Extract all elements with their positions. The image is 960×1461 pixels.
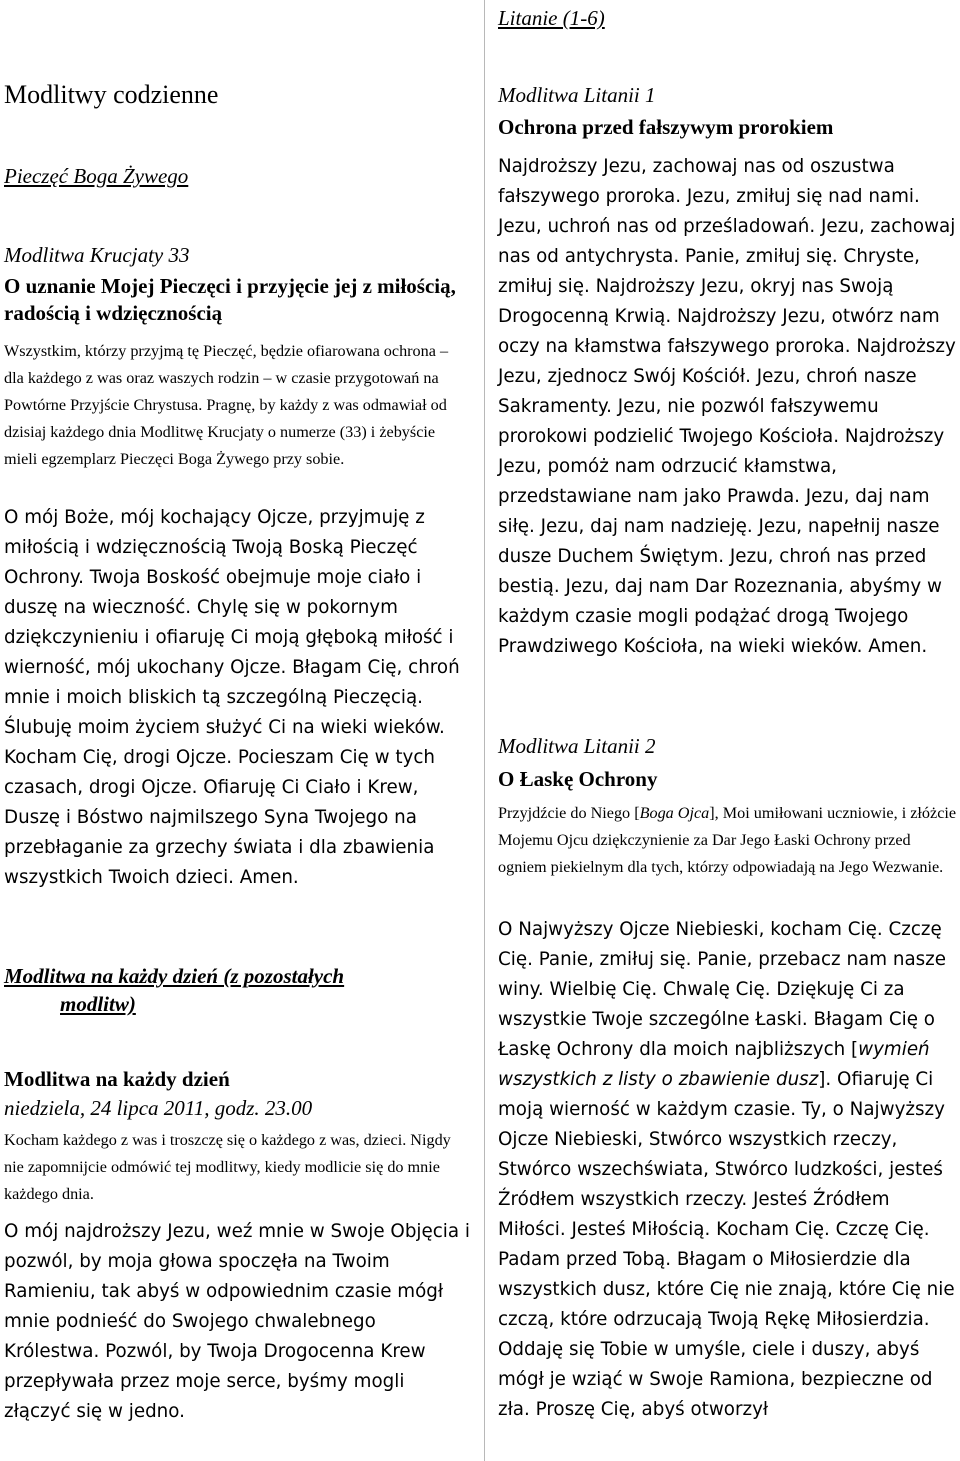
- daily-prayer-title: Modlitwa na każdy dzień: [4, 1067, 230, 1091]
- litany2-intro-em: Boga Ojca: [639, 804, 710, 822]
- litany2-prayer-b: ]. Ofiaruję Ci moją wierność w każdym czasie. Ty, o Najwyższy Ojcze Niebieski, Stwórco wszystkich rzeczy, Stwórco wszechświata, Stwórco ludzkości, jesteś Źródłem wszystkich rzeczy. Jesteś Źródłem Miłości. Jesteś Miłością. Kocham Cię. Czczę Cię. Padam przed Tobą. Błagam o Miłosierdzie dla wszystkich dusz, które Cię nie znają, które Cię nie czczą, które odrzucają Twoją Rękę Miłosierdzia. Oddaję się Tobie w umyśle, ciele i duszy, abyś mógł je wziąć w Swoje Ramiona, bezpieczne od zła. Proszę Cię, abyś otworzył: [498, 1069, 955, 1420]
- crusade-title: O uznanie Mojej Pieczęci i przyjęcie jej z miłością, radością i wdzięcznością: [4, 274, 456, 325]
- litany2-intro-b: ], Moi umiłowani uczniowie, i złóżcie Mojemu Ojcu dziękczynienie za Dar Jego Łaski Ochrony przed ogniem piekielnym dla tych, którzy odpowiadają na Jego Wezwanie.: [498, 804, 957, 876]
- litany2-prayer-a: O Najwyższy Ojcze Niebieski, kocham Cię. Czczę Cię. Panie, zmiłuj się. Panie, przebacz nam nasze winy. Wielbię Cię. Chwalę Cię. Dziękuję Ci za wszystkie Twoje szczególne Łaski. Błagam Cię o Łaskę Ochrony dla moich najbliższych [: [498, 919, 947, 1060]
- litanies-header-link[interactable]: Litanie (1-6): [498, 6, 605, 30]
- litany1-subtitle: Modlitwa Litanii 1: [498, 83, 656, 107]
- column-divider: [484, 0, 485, 1461]
- page-heading: Modlitwy codzienne: [4, 80, 219, 109]
- litany2-prayer-em: wymień wszystkich z listy o zbawienie dusz: [498, 1039, 930, 1090]
- litany2-prayer: [498, 915, 960, 1425]
- daily-prayer-link-line2: modlitw): [60, 992, 136, 1016]
- daily-prayer-link[interactable]: [4, 962, 470, 1018]
- litany2-intro: [498, 800, 960, 881]
- litany2-subtitle: Modlitwa Litanii 2: [498, 734, 656, 758]
- daily-prayer-date: niedziela, 24 lipca 2011, godz. 23.00: [4, 1096, 313, 1120]
- crusade-subtitle: Modlitwa Krucjaty 33: [4, 243, 190, 267]
- daily-prayer-link-line1: Modlitwa na każdy dzień (z pozostałych: [4, 964, 345, 988]
- crusade-intro: Wszystkim, którzy przyjmą tę Pieczęć, będzie ofiarowana ochrona – dla każdego z was oraz waszych rodzin – w czasie przygotowań na Powtórne Przyjście Chrystusa. Pragnę, by każdy z was odmawiał od dzisiaj każdego dnia Modlitwę Krucjaty o numerze (33) i żebyście mieli egzemplarz Pieczęci Boga Żywego przy sobie.: [4, 342, 449, 468]
- litany1-prayer: Najdroższy Jezu, zachowaj nas od oszustwa fałszywego proroka. Jezu, zmiłuj się nad nami. Jezu, uchroń nas od prześladowań. Jezu, zachowaj nas od antychrysta. Panie, zmiłuj się. Chryste, zmiłuj się. Najdroższy Jezu, okryj nas Swoją Drogocenną Krwią. Najdroższy Jezu, otwórz nam oczy na kłamstwa fałszywego proroka. Najdroższy Jezu, zjednocz Swój Kościół. Jezu, chroń nasze Sakramenty. Jezu, nie pozwól fałszywemu prorokowi podzielić Twojego Kościoła. Najdroższy Jezu, pomóż nam odrzucić kłamstwa, przedstawiane nam jako Prawda. Jezu, daj nam siłę. Jezu, daj nam nadzieję. Jezu, napełnij nasze dusze Duchem Świętym. Jezu, chroń nas przed bestią. Jezu, daj nam Dar Rozeznania, abyśmy w każdym czasie mogli podążać drogą Twojego Prawdziwego Kościoła, na wieki wieków. Amen.: [498, 156, 956, 657]
- litany1-title: Ochrona przed fałszywym prorokiem: [498, 115, 834, 139]
- crusade-prayer: O mój Boże, mój kochający Ojcze, przyjmuję z miłością i wdzięcznością Twoją Boską Pieczęć Ochrony. Twoja Boskość obejmuje moje ciało i duszę na wieczność. Chylę się w pokornym dziękczynieniu i ofiaruję Ci moją głęboką miłość i wierność, mój ukochany Ojcze. Błagam Cię, chroń mnie i moich bliskich tą szczególną Pieczęcią. Ślubuję moim życiem służyć Ci na wieki wieków. Kocham Cię, drogi Ojcze. Pocieszam Cię w tych czasach, drogi Ojcze. Ofiaruję Ci Ciało i Krew, Duszę i Bóstwo najmilszego Syna Twojego na przebłaganie za grzechy świata i dla zbawienia wszystkich Twoich dzieci. Amen.: [4, 507, 460, 888]
- litany2-intro-a: Przyjdźcie do Niego [: [498, 804, 640, 822]
- daily-prayer-text: O mój najdroższy Jezu, weź mnie w Swoje Objęcia i pozwól, by moja głowa spoczęła na Twoim Ramieniu, tak abyś w odpowiednim czasie mógł mnie podnieść do Swojego chwalebnego Królestwa. Pozwól, by Twoja Drogocenna Krew przepływała przez moje serce, byśmy mogli złączyć się w jedno.: [4, 1221, 470, 1422]
- seal-link[interactable]: Pieczęć Boga Żywego: [4, 164, 189, 188]
- daily-prayer-intro: Kocham każdego z was i troszczę się o każdego z was, dzieci. Nigdy nie zapomnijcie odmówić tej modlitwy, kiedy modlicie się do mnie każdego dnia.: [4, 1131, 451, 1203]
- litany2-title: O Łaskę Ochrony: [498, 767, 658, 791]
